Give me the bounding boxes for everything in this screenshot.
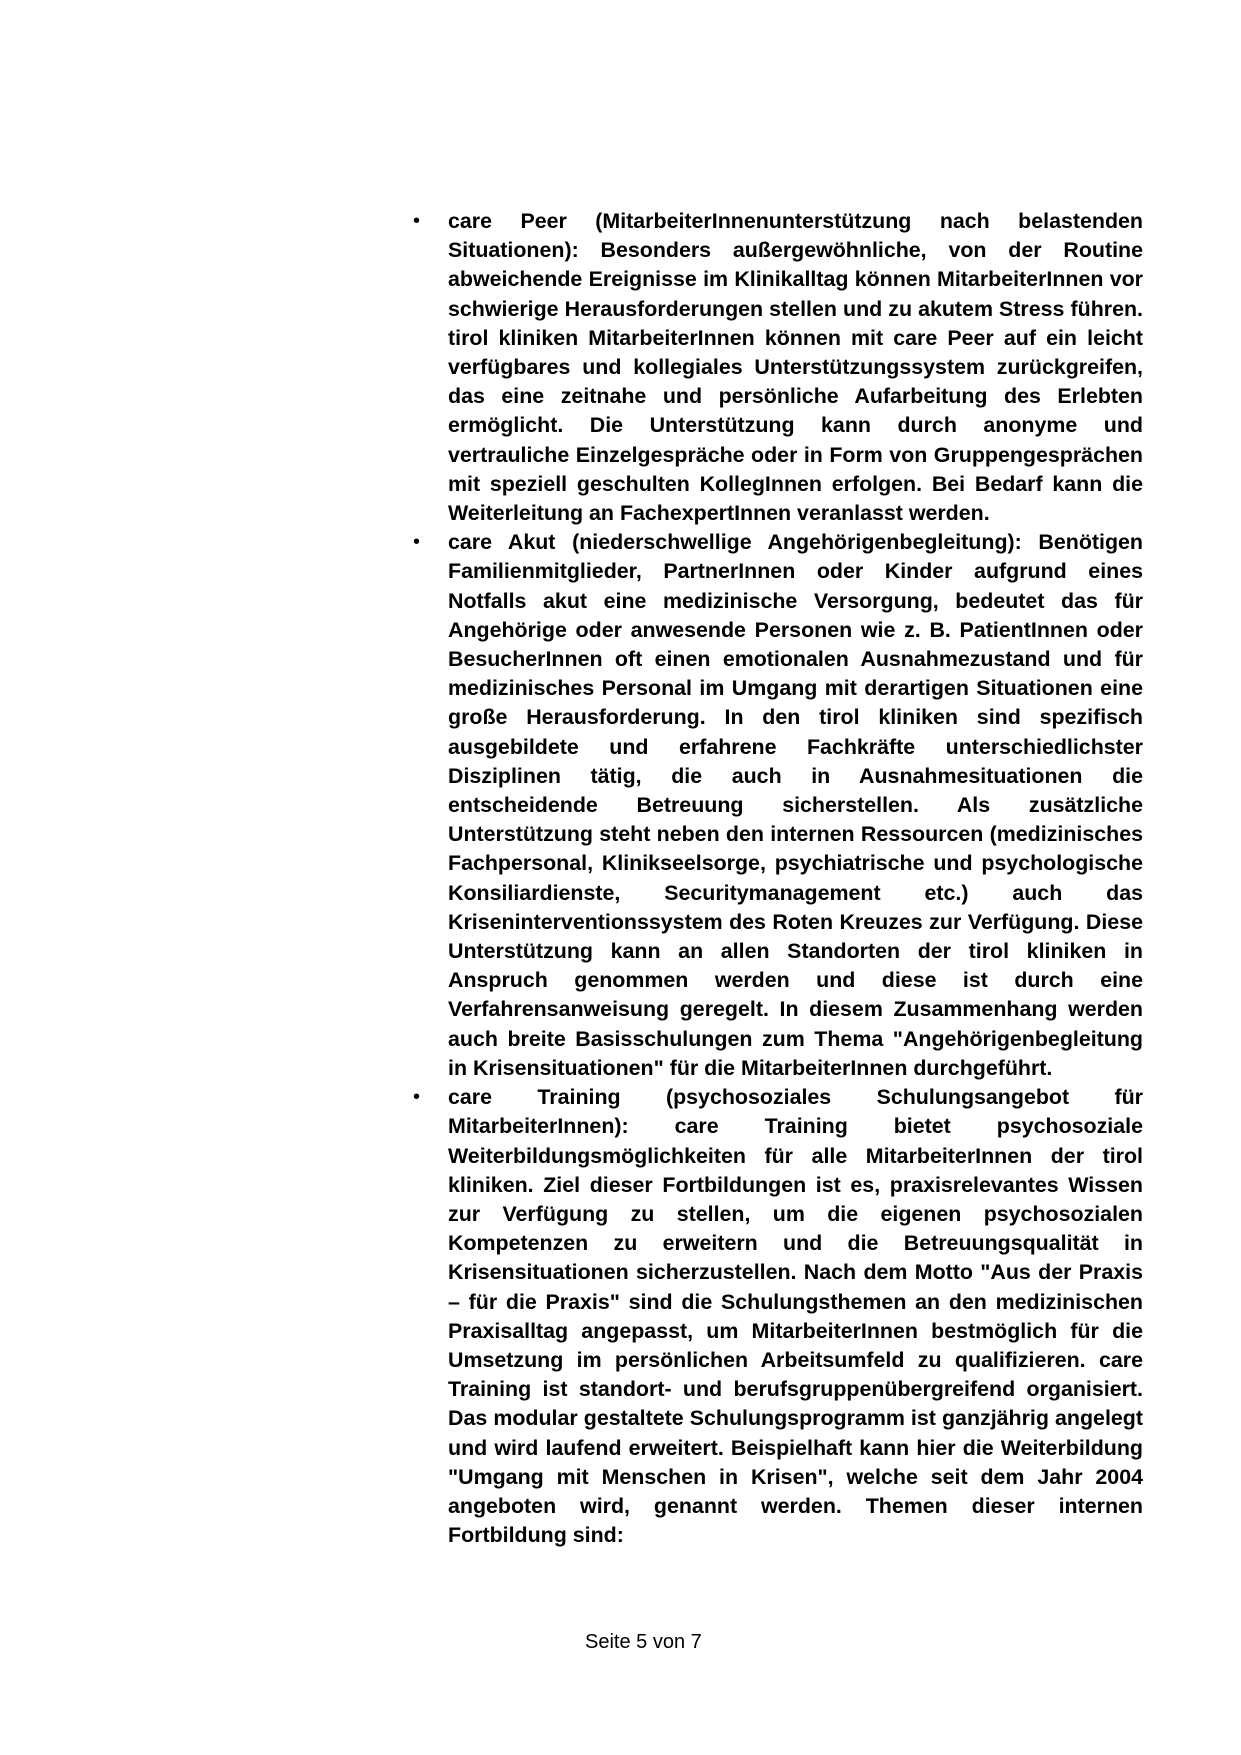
bullet-list bbox=[413, 207, 1143, 1550]
bullet-icon: • bbox=[413, 210, 421, 232]
bullet-text-care-peer: care Peer (MitarbeiterInnenunterstützung nach belastenden Situationen): Besonders außergewöhnliche, von der Routine abweichende Ereignisse im Klinikalltag können MitarbeiterInnen vor schwierige Herausforderungen stellen und zu akutem Stress führen. tirol kliniken MitarbeiterInnen können mit care Peer auf ein leicht verfügbares und kollegiales Unterstützungssystem zurückgreifen, das eine zeitnahe und persönliche Aufarbeitung des Erlebten ermöglicht. Die Unterstützung kann durch anonyme und vertrauliche Einzelgespräche oder in Form von Gruppengesprächen mit speziell geschulten KollegInnen erfolgen. Bei Bedarf kann die Weiterleitung an FachexpertInnen veranlasst werden. bbox=[448, 209, 1143, 526]
bullet-item-care-peer bbox=[413, 207, 1143, 528]
bullet-item-care-akut bbox=[413, 528, 1143, 1083]
bullet-icon: • bbox=[413, 531, 421, 554]
bullet-text-care-training: care Training (psychosoziales Schulungsangebot für MitarbeiterInnen): care Training bietet psychosoziale Weiterbildungsmöglichkeiten für alle MitarbeiterInnen der tirol kliniken. Ziel dieser Fortbildungen ist es, praxisrelevantes Wissen zur Verfügung zu stellen, um die eigenen psychosozialen Kompetenzen zu erweitern und die Betreuungsqualität in Krisensituationen sicherzustellen. Nach dem Motto "Aus der Praxis – für die Praxis" sind die Schulungsthemen an den medizinischen Praxisalltag angepasst, um MitarbeiterInnen bestmöglich für die Umsetzung im persönlichen Arbeitsumfeld zu qualifizieren. care Training ist standort- und berufsgruppenübergreifend organisiert. Das modular gestaltete Schulungsprogramm ist ganzjährig angelegt und wird laufend erweitert. Beispielhaft kann hier die Weiterbildung "Umgang mit Menschen in Krisen", welche seit dem Jahr 2004 angeboten wird, genannt werden. Themen dieser internen Fortbildung sind: bbox=[448, 1085, 1143, 1548]
bullet-item-care-training bbox=[413, 1083, 1143, 1550]
bullet-icon: • bbox=[413, 1086, 421, 1109]
bullet-text-care-akut: care Akut (niederschwellige Angehörigenbegleitung): Benötigen Familienmitglieder, PartnerInnen oder Kinder aufgrund eines Notfalls akut eine medizinische Versorgung, bedeutet das für Angehörige oder anwesende Personen wie z. B. PatientInnen oder BesucherInnen oft einen emotionalen Ausnahmezustand und für medizinisches Personal im Umgang mit derartigen Situationen eine große Herausforderung. In den tirol kliniken sind spezifisch ausgebildete und erfahrene Fachkräfte unterschiedlichster Disziplinen tätig, die auch in Ausnahmesituationen die entscheidende Betreuung sicherstellen. Als zusätzliche Unterstützung steht neben den internen Ressourcen (medizinisches Fachpersonal, Klinikseelsorge, psychiatrische und psychologische Konsiliardienste, Securitymanagement etc.) auch das Kriseninterventionssystem des Roten Kreuzes zur Verfügung. Diese Unterstützung kann an allen Standorten der tirol kliniken in Anspruch genommen werden und diese ist durch eine Verfahrensanweisung geregelt. In diesem Zusammenhang werden auch breite Basisschulungen zum Thema "Angehörigenbegleitung in Krisensituationen" für die MitarbeiterInnen durchgeführt. bbox=[448, 530, 1143, 1080]
page-footer: Seite 5 von 7 bbox=[585, 1631, 702, 1653]
